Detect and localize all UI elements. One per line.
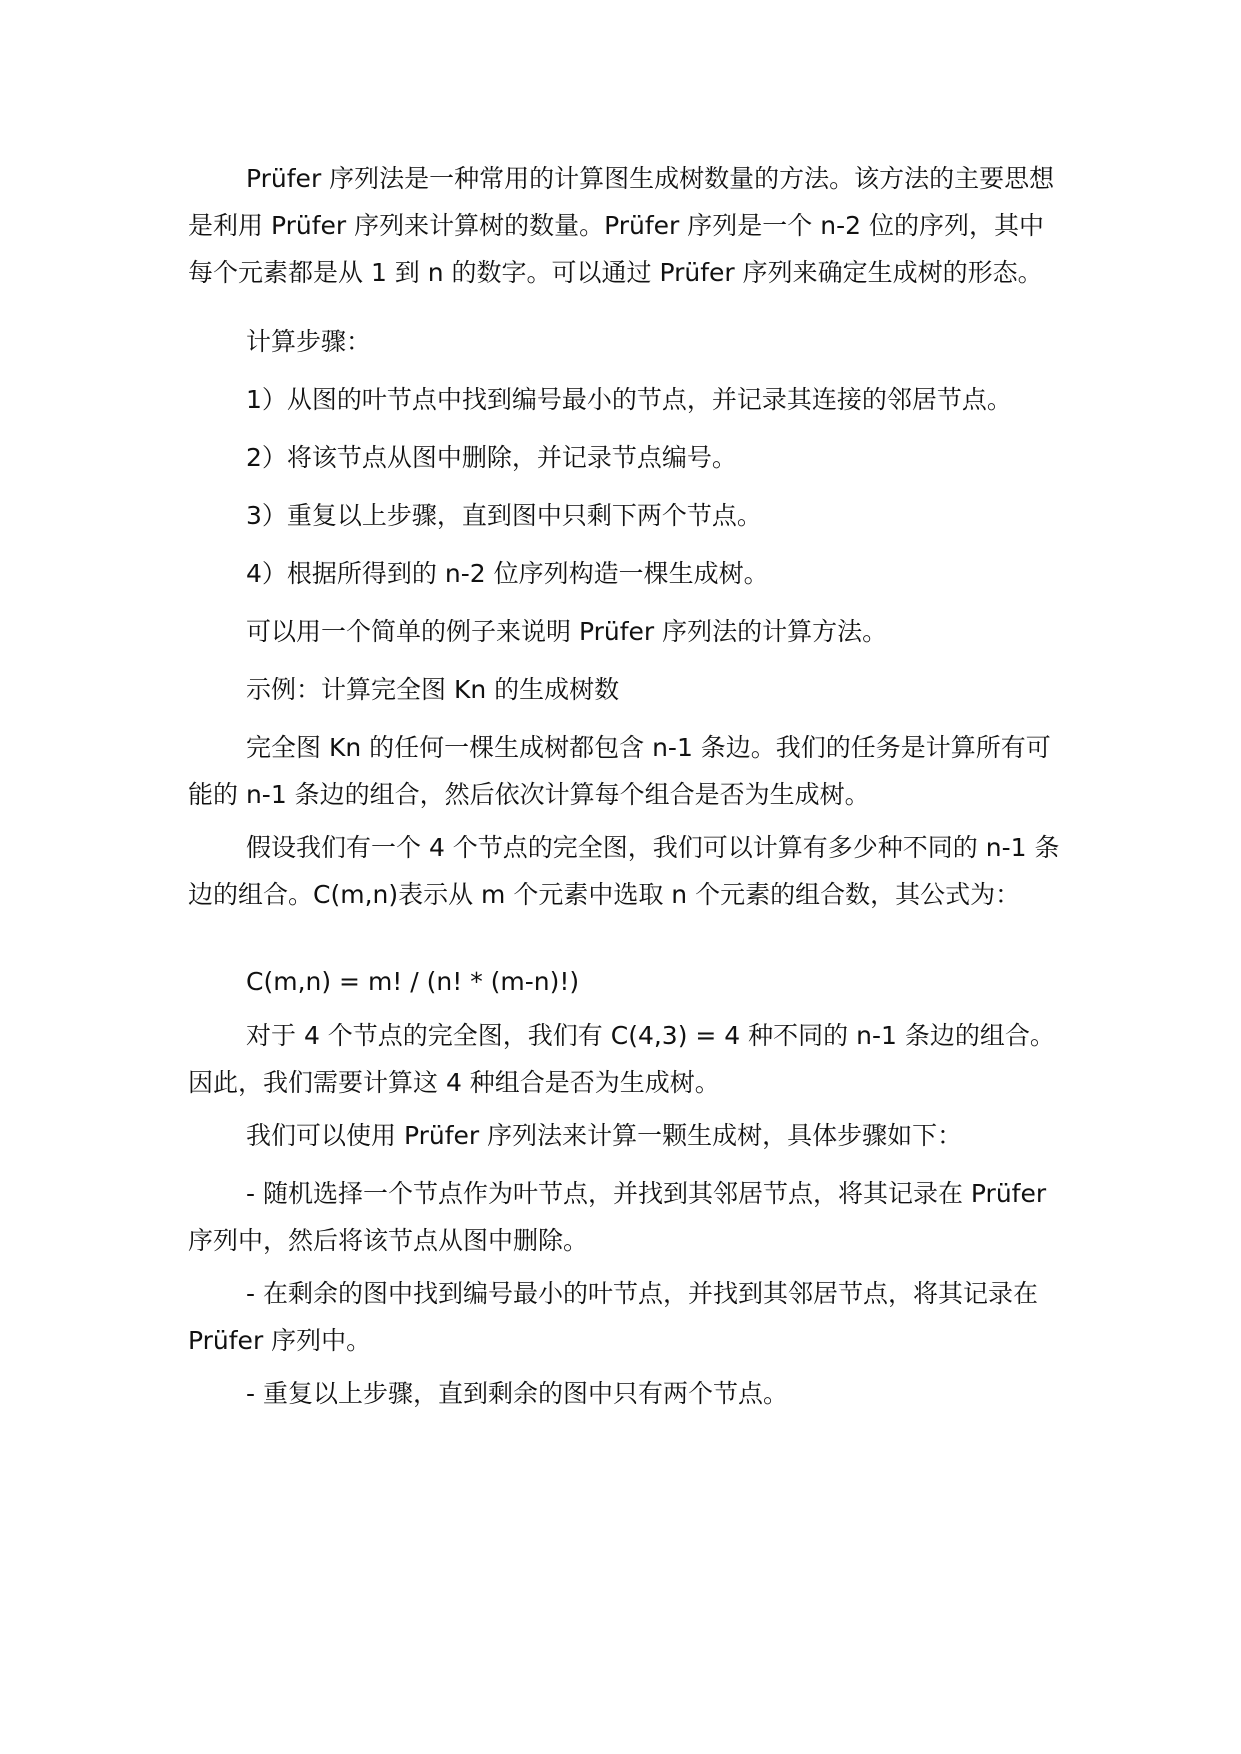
paragraph-step-4: 4）根据所得到的 n-2 位序列构造一棵生成树。 [246, 559, 769, 588]
paragraph-prufer-usage: 我们可以使用 Prüfer 序列法来计算一颗生成树，具体步骤如下： [246, 1121, 963, 1150]
paragraph-bullet-3: - 重复以上步骤，直到剩余的图中只有两个节点。 [246, 1379, 788, 1408]
paragraph-steps-heading: 计算步骤： [246, 327, 372, 356]
paragraph-four-combinations: 对于 4 个节点的完全图，我们有 C(4,3) = 4 种不同的 n-1 条边的组合。因此，我们需要计算这 4 种组合是否为生成树。 [188, 1021, 1055, 1097]
paragraph-complete-graph: 完全图 Kn 的任何一棵生成树都包含 n-1 条边。我们的任务是计算所有可能的 n-1 条边的组合，然后依次计算每个组合是否为生成树。 [188, 733, 1051, 809]
paragraph-bullet-2: - 在剩余的图中找到编号最小的叶节点，并找到其邻居节点，将其记录在 Prüfer 序列中。 [188, 1279, 1038, 1355]
paragraph-step-1: 1）从图的叶节点中找到编号最小的节点，并记录其连接的邻居节点。 [246, 385, 1012, 414]
paragraph-prufer-intro: Prüfer 序列法是一种常用的计算图生成树数量的方法。该方法的主要思想是利用 Prüfer 序列来计算树的数量。Prüfer 序列是一个 n-2 位的序列，其中每个元素都是从 1 到 n 的数字。可以通过 Prüfer 序列来确定生成树的形态。 [188, 164, 1055, 287]
paragraph-bullet-1: - 随机选择一个节点作为叶节点，并找到其邻居节点，将其记录在 Prüfer 序列中，然后将该节点从图中删除。 [188, 1179, 1047, 1255]
paragraph-step-2: 2）将该节点从图中删除，并记录节点编号。 [246, 443, 737, 472]
paragraph-example-title: 示例：计算完全图 Kn 的生成树数 [246, 675, 620, 704]
paragraph-combination-assumption: 假设我们有一个 4 个节点的完全图，我们可以计算有多少种不同的 n-1 条边的组合。C(m,n)表示从 m 个元素中选取 n 个元素的组合数，其公式为： [188, 833, 1060, 909]
paragraph-formula: C(m,n) = m! / (n! * (m-n)!) [246, 967, 580, 996]
paragraph-step-3: 3）重复以上步骤，直到图中只剩下两个节点。 [246, 501, 762, 530]
paragraph-example-intro: 可以用一个简单的例子来说明 Prüfer 序列法的计算方法。 [246, 617, 888, 646]
